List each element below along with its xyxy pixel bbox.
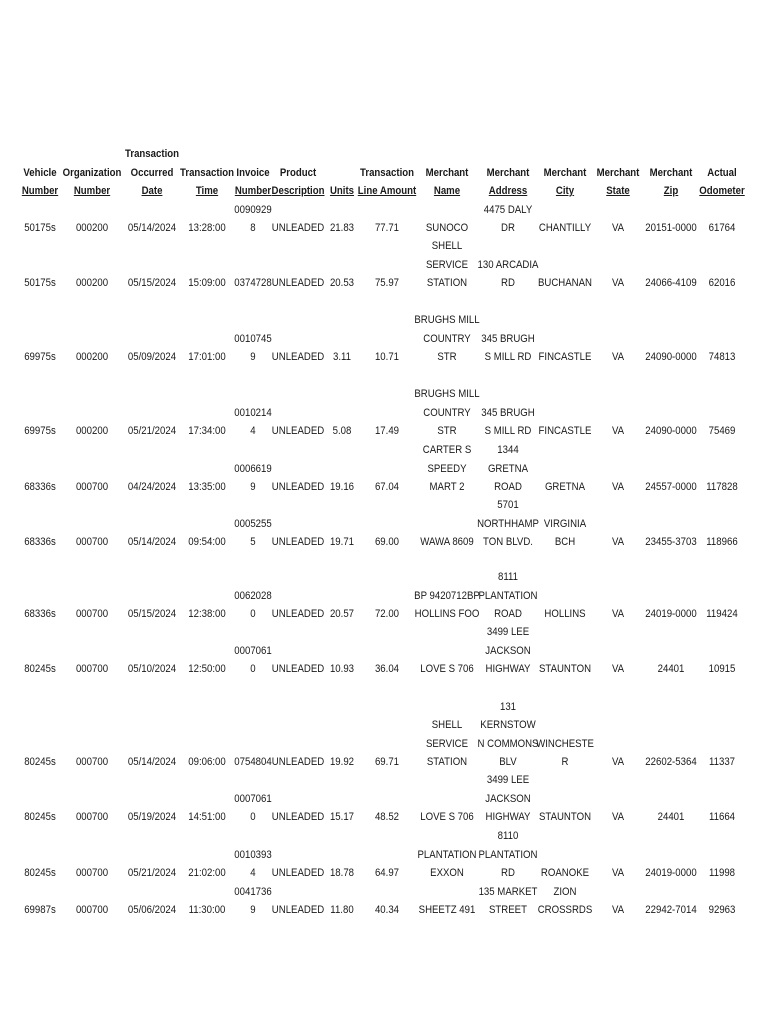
cell-line: 72.00 bbox=[374, 607, 400, 620]
cell-line: UNLEADED bbox=[271, 866, 325, 879]
cell-line: 10915 bbox=[708, 662, 736, 675]
cell-line: STREET bbox=[489, 903, 527, 916]
cell-line: 5701 bbox=[497, 499, 519, 512]
column-header-line: Units bbox=[329, 184, 355, 197]
column-header-line: Time bbox=[195, 184, 219, 197]
cell-line: GRETNA bbox=[544, 480, 586, 493]
cell-line: JACKSON bbox=[485, 792, 531, 805]
cell-line: 68336s bbox=[24, 535, 56, 548]
cell-line: 68336s bbox=[24, 480, 56, 493]
cell-line: 20151-0000 bbox=[645, 221, 697, 234]
cell-line: 000200 bbox=[75, 221, 109, 234]
cell-line: 118966 bbox=[706, 535, 738, 548]
column-header-line: Zip bbox=[663, 184, 679, 197]
cell-line: UNLEADED bbox=[271, 350, 325, 363]
cell-line: 05/21/2024 bbox=[127, 866, 177, 879]
cell-line: 000700 bbox=[75, 755, 109, 768]
cell-line: 4 bbox=[250, 424, 256, 437]
cell-line: 9 bbox=[250, 903, 256, 916]
cell-line: 4 bbox=[250, 866, 256, 879]
cell-line: 11337 bbox=[708, 755, 736, 768]
cell-line: 61764 bbox=[708, 221, 736, 234]
cell-line: 119424 bbox=[706, 607, 738, 620]
cell-line: FINCASTLE bbox=[538, 424, 592, 437]
cell-line: 000700 bbox=[75, 607, 109, 620]
cell-line: UNLEADED bbox=[271, 755, 325, 768]
cell-line: 9 bbox=[250, 350, 256, 363]
cell-line: 135 MARKET bbox=[478, 885, 538, 898]
cell-line: RD bbox=[501, 276, 515, 289]
cell-line: 20.53 bbox=[329, 276, 355, 289]
cell-line: SHELL bbox=[431, 719, 463, 732]
cell-line: KERNSTOW bbox=[480, 719, 536, 732]
cell-line: 12:38:00 bbox=[188, 607, 226, 620]
column-header-line: Product bbox=[279, 166, 317, 179]
cell-line: S MILL RD bbox=[484, 424, 532, 437]
cell-line: 000700 bbox=[75, 903, 109, 916]
cell-line: 05/09/2024 bbox=[127, 350, 177, 363]
cell-line: VA bbox=[611, 607, 625, 620]
cell-line: RD bbox=[501, 866, 515, 879]
cell-line: 3499 LEE bbox=[486, 626, 530, 639]
cell-line: 14:51:00 bbox=[188, 810, 226, 823]
cell-line: VA bbox=[611, 424, 625, 437]
cell-line: 24401 bbox=[657, 810, 685, 823]
cell-line: VA bbox=[611, 276, 625, 289]
cell-line: UNLEADED bbox=[271, 276, 325, 289]
cell-odometer bbox=[688, 753, 757, 771]
cell-line: VA bbox=[611, 903, 625, 916]
cell-line: FINCASTLE bbox=[538, 350, 592, 363]
cell-line: 05/14/2024 bbox=[127, 535, 177, 548]
cell-line: 18.78 bbox=[329, 866, 355, 879]
cell-odometer bbox=[688, 864, 757, 882]
cell-line: ROANOKE bbox=[540, 866, 590, 879]
cell-line: BCH bbox=[554, 535, 576, 548]
column-header-line: Line Amount bbox=[357, 184, 417, 197]
cell-line: 3.11 bbox=[332, 350, 352, 363]
cell-line: 17:01:00 bbox=[188, 350, 226, 363]
cell-line: UNLEADED bbox=[271, 221, 325, 234]
cell-line: UNLEADED bbox=[271, 424, 325, 437]
column-header-line: Address bbox=[488, 184, 528, 197]
cell-line: EXXON bbox=[430, 866, 464, 879]
cell-line: 05/14/2024 bbox=[127, 755, 177, 768]
cell-line: 345 BRUGH bbox=[481, 406, 535, 419]
column-header-line: Merchant bbox=[425, 166, 469, 179]
cell-odometer bbox=[688, 422, 757, 440]
cell-line: 05/21/2024 bbox=[127, 424, 177, 437]
cell-line: 000700 bbox=[75, 480, 109, 493]
cell-line: VA bbox=[611, 535, 625, 548]
cell-line: 5 bbox=[250, 535, 256, 548]
cell-line: 80245s bbox=[24, 755, 56, 768]
cell-line: PLANTATION bbox=[478, 589, 538, 602]
cell-line: VA bbox=[611, 810, 625, 823]
column-header-line: Merchant bbox=[486, 166, 530, 179]
cell-line: GRETNA bbox=[487, 462, 529, 475]
cell-line: 4475 DALY bbox=[483, 203, 533, 216]
cell-line: 24090-0000 bbox=[645, 350, 697, 363]
cell-line: 69975s bbox=[24, 350, 56, 363]
cell-odometer bbox=[688, 478, 757, 496]
cell-line: COUNTRY bbox=[423, 332, 471, 345]
cell-line: BRUGHS MILL bbox=[414, 314, 480, 327]
cell-line: 74813 bbox=[708, 350, 736, 363]
cell-line: 0010214 bbox=[234, 406, 272, 419]
cell-line: LOVE S 706 bbox=[420, 810, 474, 823]
cell-line: 50175s bbox=[24, 221, 56, 234]
cell-line: VA bbox=[611, 350, 625, 363]
cell-line: 69.00 bbox=[374, 535, 400, 548]
cell-line: N COMMONS bbox=[477, 737, 539, 750]
cell-line: 69975s bbox=[24, 424, 56, 437]
cell-line: 15:09:00 bbox=[188, 276, 226, 289]
column-header-line: Number bbox=[234, 184, 272, 197]
cell-line: VA bbox=[611, 221, 625, 234]
cell-line: 12:50:00 bbox=[188, 662, 226, 675]
cell-line: 0090929 bbox=[234, 203, 272, 216]
cell-odometer bbox=[688, 808, 757, 826]
cell-line: 24066-4109 bbox=[645, 276, 697, 289]
cell-line: 8110 bbox=[497, 830, 519, 843]
cell-line: 05/06/2024 bbox=[127, 903, 177, 916]
column-header-line: Description bbox=[271, 184, 325, 197]
cell-line: 5.08 bbox=[332, 424, 352, 437]
cell-line: COUNTRY bbox=[423, 406, 471, 419]
cell-line: WINCHESTE bbox=[536, 737, 594, 750]
cell-line: STAUNTON bbox=[538, 662, 592, 675]
column-header-line: Merchant bbox=[596, 166, 640, 179]
cell-line: UNLEADED bbox=[271, 662, 325, 675]
cell-line: 19.71 bbox=[329, 535, 355, 548]
cell-line: STATION bbox=[426, 276, 468, 289]
cell-line: 13:28:00 bbox=[188, 221, 226, 234]
cell-line: 24090-0000 bbox=[645, 424, 697, 437]
column-header-line: State bbox=[606, 184, 630, 197]
cell-line: 000700 bbox=[75, 810, 109, 823]
cell-line: 345 BRUGH bbox=[481, 332, 535, 345]
cell-line: NORTHHAMP bbox=[477, 517, 539, 530]
cell-line: STAUNTON bbox=[538, 810, 592, 823]
cell-line: 80245s bbox=[24, 662, 56, 675]
cell-line: 11998 bbox=[708, 866, 736, 879]
cell-line: 000200 bbox=[75, 350, 109, 363]
cell-line: 48.52 bbox=[374, 810, 400, 823]
cell-line: 8111 bbox=[498, 571, 518, 584]
cell-line: BUCHANAN bbox=[537, 276, 592, 289]
cell-line: CROSSRDS bbox=[537, 903, 593, 916]
column-header-line: Date bbox=[141, 184, 163, 197]
column-header-line: Vehicle bbox=[23, 166, 57, 179]
cell-line: 21.83 bbox=[329, 221, 355, 234]
cell-line: 80245s bbox=[24, 866, 56, 879]
cell-line: DR bbox=[501, 221, 515, 234]
cell-line: STATION bbox=[426, 755, 468, 768]
cell-line: SERVICE bbox=[425, 258, 469, 271]
cell-line: 11.80 bbox=[330, 903, 354, 916]
cell-line: 10.71 bbox=[374, 350, 400, 363]
cell-odometer bbox=[688, 219, 757, 237]
cell-line: 68336s bbox=[24, 607, 56, 620]
cell-line: UNLEADED bbox=[271, 480, 325, 493]
cell-line: BLV bbox=[499, 755, 517, 768]
cell-line: 0 bbox=[250, 607, 256, 620]
column-header-odometer bbox=[688, 164, 757, 201]
cell-line: VA bbox=[611, 755, 625, 768]
cell-line: 000200 bbox=[75, 424, 109, 437]
cell-odometer bbox=[688, 605, 757, 623]
cell-line: 05/15/2024 bbox=[127, 276, 177, 289]
cell-line: 80245s bbox=[24, 810, 56, 823]
cell-line: 8 bbox=[250, 221, 256, 234]
cell-line: 0010393 bbox=[234, 848, 272, 861]
cell-line: UNLEADED bbox=[271, 810, 325, 823]
cell-line: HOLLINS FOO bbox=[414, 607, 480, 620]
cell-line: 75.97 bbox=[374, 276, 400, 289]
cell-line: TON BLVD. bbox=[483, 535, 533, 548]
cell-line: 1344 bbox=[497, 444, 519, 457]
cell-line: PLANTATION bbox=[478, 848, 538, 861]
cell-line: 11664 bbox=[708, 810, 736, 823]
cell-line: 40.34 bbox=[374, 903, 400, 916]
cell-line: SHELL bbox=[431, 240, 463, 253]
column-header-line: Occurred bbox=[130, 166, 174, 179]
cell-line: UNLEADED bbox=[271, 535, 325, 548]
cell-line: 000700 bbox=[75, 535, 109, 548]
column-header-line: Name bbox=[433, 184, 461, 197]
cell-line: HIGHWAY bbox=[485, 662, 531, 675]
cell-line: UNLEADED bbox=[271, 607, 325, 620]
cell-line: 09:06:00 bbox=[188, 755, 226, 768]
cell-line: WAWA 8609 bbox=[420, 535, 474, 548]
cell-line: 0006619 bbox=[234, 462, 272, 475]
cell-line: 36.04 bbox=[374, 662, 400, 675]
cell-odometer bbox=[688, 348, 757, 366]
cell-line: 130 ARCADIA bbox=[477, 258, 539, 271]
cell-line: 0010745 bbox=[234, 332, 272, 345]
cell-line: 24019-0000 bbox=[645, 866, 697, 879]
cell-line: 24019-0000 bbox=[645, 607, 697, 620]
cell-line: 05/10/2024 bbox=[127, 662, 177, 675]
cell-line: UNLEADED bbox=[271, 903, 325, 916]
cell-line: 0 bbox=[250, 810, 256, 823]
column-header-line: Transaction bbox=[179, 166, 234, 179]
cell-line: 000200 bbox=[75, 276, 109, 289]
cell-line: 67.04 bbox=[374, 480, 400, 493]
cell-line: 19.16 bbox=[329, 480, 355, 493]
cell-line: 9 bbox=[250, 480, 256, 493]
cell-odometer bbox=[688, 533, 757, 551]
cell-line: VA bbox=[611, 662, 625, 675]
cell-line: 0005255 bbox=[234, 517, 272, 530]
cell-line: 0007061 bbox=[234, 792, 272, 805]
column-header-line: Actual bbox=[707, 166, 737, 179]
cell-line: BP 9420712BP bbox=[414, 589, 480, 602]
column-header-line: Transaction bbox=[124, 148, 179, 161]
cell-line: MART 2 bbox=[429, 480, 465, 493]
cell-line: 000700 bbox=[75, 866, 109, 879]
cell-line: 19.92 bbox=[329, 755, 355, 768]
cell-line: 92963 bbox=[708, 903, 736, 916]
cell-line: 21:02:00 bbox=[188, 866, 226, 879]
cell-odometer bbox=[688, 901, 757, 919]
cell-line: SUNOCO bbox=[425, 221, 469, 234]
cell-line: SHEETZ 491 bbox=[418, 903, 476, 916]
cell-line: 17:34:00 bbox=[188, 424, 226, 437]
cell-line: 3499 LEE bbox=[486, 774, 530, 787]
cell-line: 000700 bbox=[75, 662, 109, 675]
cell-line: 05/14/2024 bbox=[127, 221, 177, 234]
cell-line: BRUGHS MILL bbox=[414, 388, 480, 401]
cell-line: 0007061 bbox=[234, 644, 272, 657]
cell-line: 64.97 bbox=[374, 866, 400, 879]
cell-line: STR bbox=[437, 424, 457, 437]
cell-line: 131 bbox=[499, 700, 517, 713]
column-header-line: Odometer bbox=[699, 184, 745, 197]
cell-line: 10.93 bbox=[329, 662, 355, 675]
cell-line: 22602-5364 bbox=[645, 755, 697, 768]
cell-line: JACKSON bbox=[485, 644, 531, 657]
column-header-line: Organization bbox=[62, 166, 122, 179]
cell-line: 0 bbox=[250, 662, 256, 675]
cell-line: 05/19/2024 bbox=[127, 810, 177, 823]
cell-line: CHANTILLY bbox=[538, 221, 592, 234]
cell-line: 05/15/2024 bbox=[127, 607, 177, 620]
cell-line: 11:30:00 bbox=[188, 903, 226, 916]
cell-line: PLANTATION bbox=[417, 848, 477, 861]
cell-line: R bbox=[561, 755, 569, 768]
cell-line: 09:54:00 bbox=[188, 535, 226, 548]
cell-line: CARTER S bbox=[422, 444, 472, 457]
cell-line: 20.57 bbox=[329, 607, 355, 620]
column-header-line: Invoice bbox=[236, 166, 270, 179]
cell-line: STR bbox=[437, 350, 457, 363]
cell-line: 22942-7014 bbox=[645, 903, 697, 916]
cell-line: ROAD bbox=[494, 607, 522, 620]
cell-line: 13:35:00 bbox=[188, 480, 226, 493]
cell-line: S MILL RD bbox=[484, 350, 532, 363]
cell-line: ROAD bbox=[494, 480, 522, 493]
cell-odometer bbox=[688, 660, 757, 678]
column-header-line: City bbox=[555, 184, 575, 197]
column-header-line: Merchant bbox=[543, 166, 587, 179]
cell-line: ZION bbox=[553, 885, 577, 898]
cell-line: 0062028 bbox=[234, 589, 272, 602]
cell-line: HOLLINS bbox=[544, 607, 586, 620]
cell-line: 117828 bbox=[706, 480, 738, 493]
cell-line: 0754804 bbox=[234, 755, 272, 768]
cell-line: VA bbox=[611, 866, 625, 879]
cell-line: HIGHWAY bbox=[485, 810, 531, 823]
cell-line: 24401 bbox=[657, 662, 685, 675]
cell-line: 15.17 bbox=[329, 810, 355, 823]
cell-line: VIRGINIA bbox=[543, 517, 587, 530]
cell-line: 0374728 bbox=[234, 276, 272, 289]
cell-line: LOVE S 706 bbox=[420, 662, 474, 675]
column-header-line: Transaction bbox=[359, 166, 414, 179]
column-header-line: Number bbox=[21, 184, 59, 197]
cell-line: 75469 bbox=[708, 424, 736, 437]
cell-line: 69987s bbox=[24, 903, 56, 916]
cell-odometer bbox=[688, 274, 757, 292]
cell-line: 04/24/2024 bbox=[127, 480, 177, 493]
cell-line: SPEEDY bbox=[427, 462, 467, 475]
cell-line: 77.71 bbox=[374, 221, 400, 234]
cell-line: 17.49 bbox=[374, 424, 400, 437]
cell-line: 0041736 bbox=[234, 885, 272, 898]
cell-line: 62016 bbox=[708, 276, 736, 289]
cell-line: 69.71 bbox=[374, 755, 400, 768]
cell-line: 50175s bbox=[24, 276, 56, 289]
cell-line: 23455-3703 bbox=[645, 535, 697, 548]
column-header-line: Number bbox=[73, 184, 111, 197]
cell-line: VA bbox=[611, 480, 625, 493]
cell-line: 24557-0000 bbox=[645, 480, 697, 493]
cell-line: SERVICE bbox=[425, 737, 469, 750]
column-header-line: Merchant bbox=[649, 166, 693, 179]
